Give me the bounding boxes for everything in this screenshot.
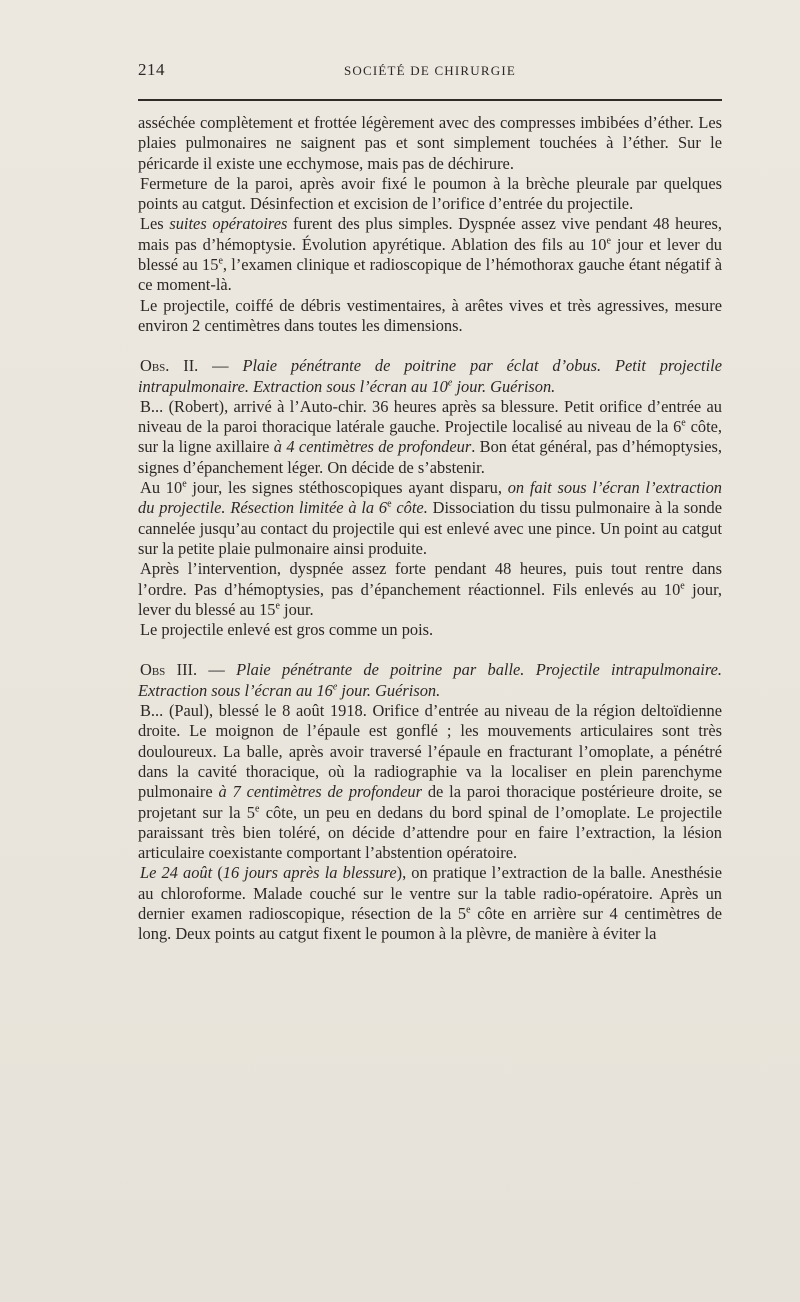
paragraph: asséchée complètement et frottée légèrement avec des compresses imbibées d’éther. Les plaies pulmonaires ne saignent pas et sont simplement touchées à l’éther. Sur le péricarde il existe une ecchymose, mais pas de déchirure. — [138, 113, 722, 173]
body-text — [138, 113, 722, 945]
page-number: 214 — [138, 60, 165, 79]
paragraph: B... (Robert), arrivé à l’Auto-chir. 36 heures après sa blessure. Petit orifice d’entrée au niveau de la paroi thoracique latérale gauche. Projectile localisé au niveau de la 6e côte, sur la ligne axillaire à 4 centimètres de profondeur. Bon état général, pas d’hémoptysies, signes d’épanchement léger. On décide de s’abstenir. — [138, 396, 723, 477]
paragraph: B... (Paul), blessé le 8 août 1918. Orifice d’entrée au niveau de la région deltoïdienne droite. Le moignon de l’épaule est gonflé ; les mouvements articulaires sont très douloureux. La balle, après avoir traversé l’épaule en fracturant l’omoplate, a pénétré dans la cavité thoracique, où la radiographie va la localiser en plein parenchyme pulmonaire à 7 centimètres de profondeur de la paroi thoracique postérieure droite, se projetant sur la 5e côte, un peu en dedans du bord spinal de l’omoplate. Le projectile paraissant très bien toléré, on décide d’attendre pour en faire l’extraction, la lésion articulaire coexistante comportant l’abstention opératoire. — [138, 701, 723, 863]
observation-heading: Obs III. — Plaie pénétrante de poitrine par balle. Projectile intrapulmonaire. Extraction sous l’écran au 16e jour. Guérison. — [138, 660, 722, 700]
paragraph: Le projectile, coiffé de débris vestimentaires, à arêtes vives et très agressives, mesure environ 2 centimètres dans toutes les dimensions. — [138, 295, 722, 335]
running-title: SOCIÉTÉ DE CHIRURGIE — [343, 63, 517, 78]
section-gap — [138, 336, 722, 356]
paragraph: Le projectile enlevé est gros comme un pois. — [140, 620, 434, 640]
paragraph: Le 24 août (16 jours après la blessure), on pratique l’extraction de la balle. Anesthésie au chloroforme. Malade couché sur le ventre sur la table radio-opératoire. Après un dernier examen radioscopique, résection de la 5e côte en arrière sur 4 centimètres de long. Deux points au catgut fixent le poumon à la plèvre, de manière à éviter la — [138, 863, 722, 944]
paragraph: Fermeture de la paroi, après avoir fixé le poumon à la brèche pleurale par quelques points au catgut. Désinfection et excision de l’orifice d’entrée du projectile. — [138, 173, 722, 214]
page-header — [138, 60, 722, 86]
header-rule — [138, 99, 722, 101]
paragraph: Après l’intervention, dyspnée assez forte pendant 48 heures, puis tout rentre dans l’ordre. Pas d’hémoptysies, pas d’épanchement réactionnel. Fils enlevés au 10e jour, lever du blessé au 15e jour. — [138, 559, 722, 619]
section-gap — [138, 640, 722, 660]
paragraph: Les suites opératoires furent des plus simples. Dyspnée assez vive pendant 48 heures, mais pas d’hémoptysie. Évolution apyrétique. Ablation des fils au 10e jour et lever du blessé au 15e, l’examen clinique et radioscopique de l’hémothorax gauche étant négatif à ce moment-là. — [138, 214, 723, 295]
paragraph: Au 10e jour, les signes stéthoscopiques ayant disparu, on fait sous l’écran l’extraction du projectile. Résection limitée à la 6e côte. Dissociation du tissu pulmonaire à la sonde cannelée jusqu’au contact du projectile qui est enlevé avec une pince. Un point au catgut sur la petite plaie pulmonaire ainsi produite. — [138, 478, 722, 558]
observation-heading: Obs. II. — Plaie pénétrante de poitrine par éclat d’obus. Petit projectile intrapulmonaire. Extraction sous l’écran au 10e jour. Guérison. — [138, 356, 722, 396]
